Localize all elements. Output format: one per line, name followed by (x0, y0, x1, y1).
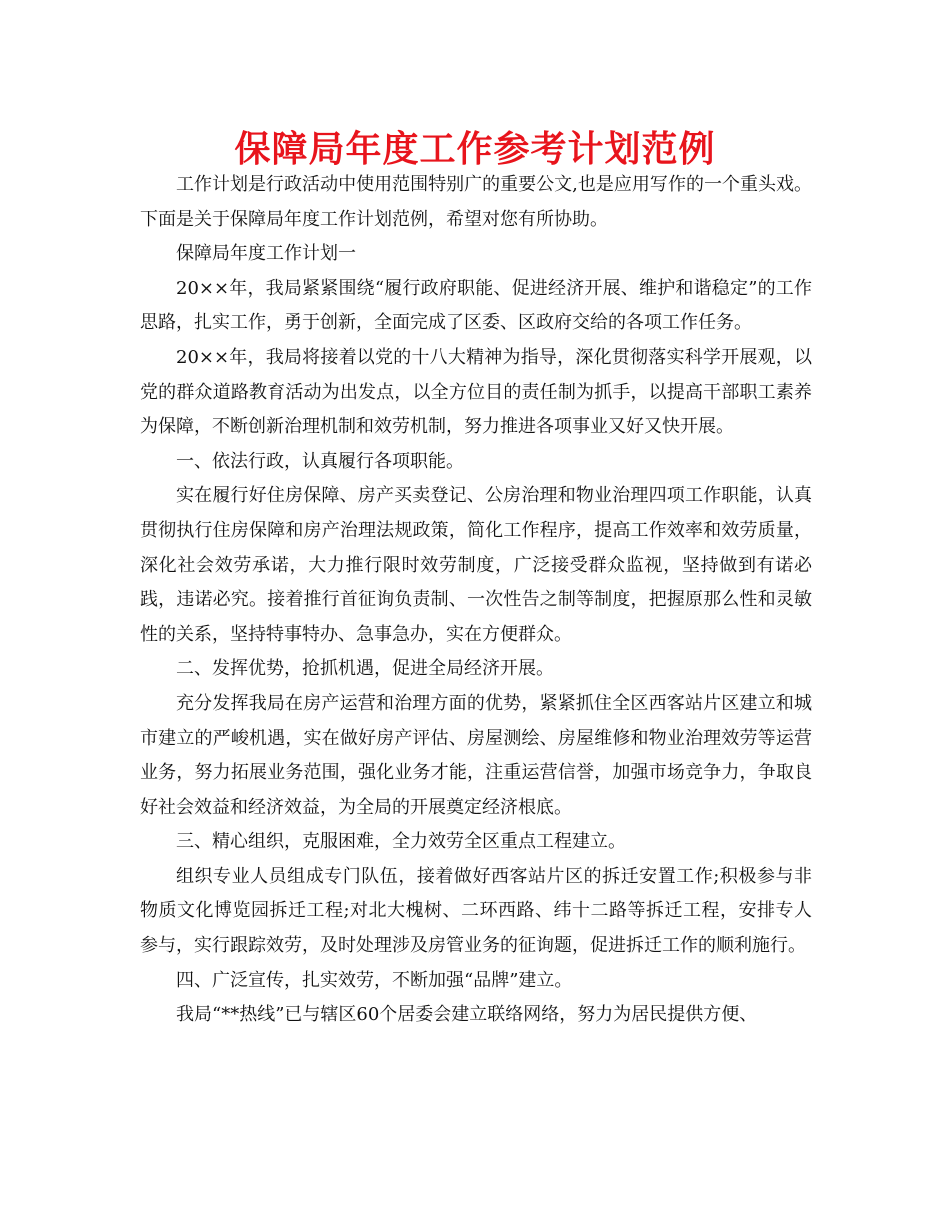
section-body-3: 组织专业人员组成专门队伍，接着做好西客站片区的拆迁安置工作;积极参与非物质文化博览园拆迁工程;对北大槐树、二环西路、纬十二路等拆迁工程，安排专人参与，实行跟踪效劳，及时处理涉及房管业务的征询题，促进拆迁工作的顺利施行。 (140, 865, 812, 957)
section-body-4: 我局“**热线”已与辖区60个居委会建立联络网络，努力为居民提供方便、 (176, 1004, 758, 1026)
paragraph-review: 20××年，我局紧紧围绕“履行政府职能、促进经济开展、维护和谐稳定”的工作思路，扎实工作，勇于创新，全面完成了区委、区政府交给的各项工作任务。 (140, 277, 812, 334)
document-body (140, 168, 812, 1033)
section-heading-1: 一、依法行政，认真履行各项职能。 (176, 450, 464, 472)
section-heading-3: 三、精心组织，克服困难，全力效劳全区重点工程建立。 (176, 831, 626, 853)
section-heading-2: 二、发挥优势，抢抓机遇，促进全局经济开展。 (176, 658, 554, 680)
paragraph-plan-heading: 保障局年度工作计划一 (176, 243, 356, 265)
section-body-1: 实在履行好住房保障、房产买卖登记、公房治理和物业治理四项工作职能，认真贯彻执行住房保障和房产治理法规政策，简化工作程序，提高工作效率和效劳质量，深化社会效劳承诺，大力推行限时效劳制度，广泛接受群众监视，坚持做到有诺必践，违诺必究。接着推行首征询负责制、一次性告之制等制度，把握原那么性和灵敏性的关系，坚持特事特办、急事急办，实在方便群众。 (140, 485, 812, 645)
section-body-2: 充分发挥我局在房产运营和治理方面的优势，紧紧抓住全区西客站片区建立和城市建立的严峻机遇，实在做好房产评估、房屋测绘、房屋维修和物业治理效劳等运营业务，努力拓展业务范围，强化业务才能，注重运营信誉，加强市场竞争力，争取良好社会效益和经济效益，为全局的开展奠定经济根底。 (140, 692, 812, 818)
paragraph-outlook: 20××年，我局将接着以党的十八大精神为指导，深化贯彻落实科学开展观，以党的群众道路教育活动为出发点，以全方位目的责任制为抓手，以提高干部职工素养为保障，不断创新治理机制和效劳机制，努力推进各项事业又好又快开展。 (140, 346, 812, 438)
paragraph-intro: 工作计划是行政活动中使用范围特别广的重要公文,也是应用写作的一个重头戏。下面是关于保障局年度工作计划范例，希望对您有所协助。 (140, 174, 812, 230)
section-heading-4: 四、广泛宣传，扎实效劳，不断加强“品牌”建立。 (176, 969, 573, 991)
document-title: 保障局年度工作参考计划范例 (234, 129, 716, 170)
